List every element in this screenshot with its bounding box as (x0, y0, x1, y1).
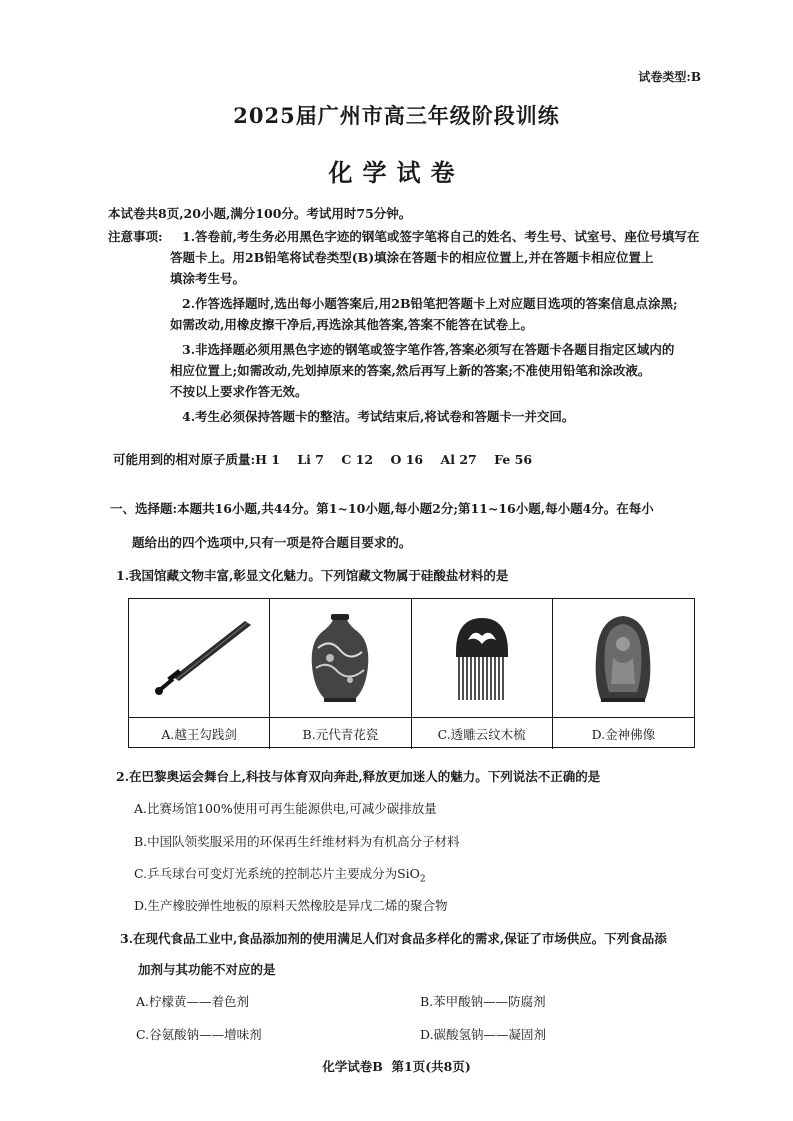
notes-list (170, 226, 722, 427)
q1-stem: 1.我国馆藏文物丰富,彰显文化魅力。下列馆藏文物属于硅酸盐材料的是 (116, 568, 509, 583)
note-line: 如需改动,用橡皮擦干净后,再选涂其他答案,答案不能答在试卷上。 (170, 317, 534, 332)
section-heading-line1: 一、选择题:本题共16小题,共44分。第1~10小题,每小题2分;第11~16小题,每小题4分。在每小 (110, 501, 654, 516)
q3-option-c: C.谷氨酸钠——增味剂 (136, 1027, 262, 1042)
blue-white-vase-image (270, 599, 411, 717)
note-line: 不按以上要求作答无效。 (170, 384, 308, 399)
q3-option-d: D.碳酸氢钠——凝固剂 (420, 1027, 547, 1042)
q1-option-b: B.元代青花瓷 (270, 717, 411, 749)
q2-option-c (134, 863, 426, 891)
q2-option-a: A.比赛场馆100%使用可再生能源供电,可减少碳排放量 (134, 801, 437, 816)
note-line: 4.考生必须保持答题卡的整洁。考试结束后,将试卷和答题卡一并交回。 (182, 409, 575, 424)
q1-option-d: D.金神佛像 (553, 717, 694, 749)
q1-option-c: C.透雕云纹木梳 (412, 717, 553, 749)
q2-option-c-text: C.乒乓球台可变灯光系统的控制芯片主要成分为SiO (134, 866, 420, 881)
note-line: 1.答卷前,考生务必用黑色字迹的钢笔或签字笔将自己的姓名、考生号、试室号、座位号填写在 (182, 229, 700, 244)
note-line: 答题卡上。用2B铅笔将试卷类型(B)填涂在答题卡的相应位置上,并在答题卡相应位置上 (170, 250, 654, 265)
q1-option-a: A.越王勾践剑 (129, 717, 270, 749)
section-heading-line2: 题给出的四个选项中,只有一项是符合题目要求的。 (132, 535, 412, 550)
notes-label: 注意事项: (108, 229, 163, 244)
q2-option-c-subscript: 2 (419, 874, 426, 885)
q1-options-table (128, 598, 695, 748)
exam-subtitle: 化学试卷 (328, 158, 465, 187)
bronze-sword-image (129, 599, 270, 717)
page-footer: 化学试卷B 第1页(共8页) (322, 1059, 471, 1074)
q3-stem-line2: 加剂与其功能不对应的是 (138, 962, 276, 977)
q3-option-a: A.柠檬黄——着色剂 (136, 994, 250, 1009)
q2-option-d: D.生产橡胶弹性地板的原料天然橡胶是异戊二烯的聚合物 (134, 898, 448, 913)
q2-option-b: B.中国队领奖服采用的环保再生纤维材料为有机高分子材料 (134, 834, 460, 849)
paper-type-label: 试卷类型:B (638, 70, 701, 84)
exam-intro: 本试卷共8页,20小题,满分100分。考试用时75分钟。 (108, 206, 412, 221)
note-line: 填涂考生号。 (170, 271, 246, 286)
q3-option-b: B.苯甲酸钠——防腐剂 (420, 994, 546, 1009)
note-line: 相应位置上;如需改动,先划掉原来的答案,然后再写上新的答案;不准使用铅笔和涂改液。 (170, 363, 651, 378)
q3-stem-line1: 3.在现代食品工业中,食品添加剂的使用满足人们对食品多样化的需求,保证了市场供应。下列食品添 (120, 931, 667, 946)
q2-stem: 2.在巴黎奥运会舞台上,科技与体育双向奔赴,释放更加迷人的魅力。下列说法不正确的是 (116, 769, 601, 784)
gold-buddha-statue-image (553, 599, 694, 717)
exam-title: 2025届广州市高三年级阶段训练 (233, 103, 560, 128)
note-line: 3.非选择题必须用黑色字迹的钢笔或签字笔作答,答案必须写在答题卡各题目指定区域内的 (182, 342, 675, 357)
note-line: 2.作答选择题时,选出每小题答案后,用2B铅笔把答题卡上对应题目选项的答案信息点涂黑; (182, 296, 678, 311)
carved-wooden-comb-image (412, 599, 553, 717)
atomic-masses: 可能用到的相对原子质量:H 1 Li 7 C 12 O 16 Al 27 Fe 56 (113, 452, 533, 467)
